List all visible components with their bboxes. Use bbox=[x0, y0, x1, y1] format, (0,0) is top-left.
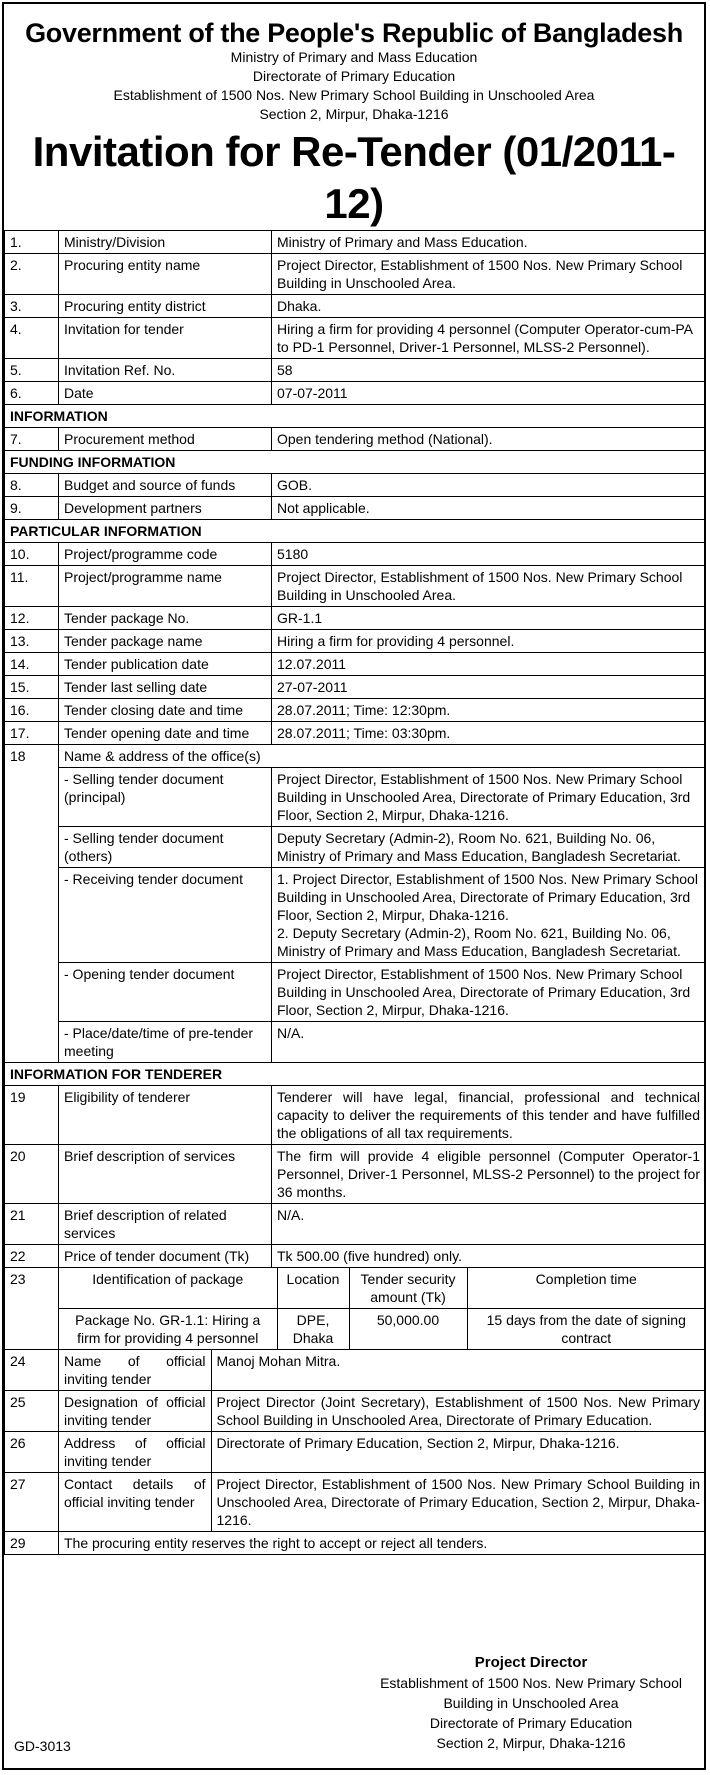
row-number: 12. bbox=[5, 607, 59, 630]
row-value: Project Director, Establishment of 1500 Nos. New Primary School Building in Unschooled Area, Directorate of Primary Education, Section 2, Mirpur, Dhaka-1216. bbox=[216, 1476, 700, 1528]
table-row bbox=[59, 1432, 705, 1472]
table-row bbox=[5, 653, 706, 676]
row-value: 27-07-2011 bbox=[272, 676, 706, 699]
official-cell bbox=[59, 1473, 706, 1532]
row-number: 19 bbox=[5, 1086, 59, 1145]
section-title: FUNDING INFORMATION bbox=[5, 451, 706, 474]
table-row bbox=[5, 428, 706, 451]
signature-title: Project Director bbox=[474, 1654, 588, 1671]
package-header-row bbox=[59, 1268, 705, 1309]
table-row bbox=[5, 295, 706, 318]
row-value: Hiring a firm for providing 4 personnel (Computer Operator-cum-PA to PD-1 Personnel, Driver-1 Personnel, MLSS-2 Personnel). bbox=[272, 318, 706, 359]
header bbox=[4, 4, 704, 230]
table-row bbox=[5, 607, 706, 630]
row-label: Tender opening date and time bbox=[59, 722, 272, 745]
section-title: INFORMATION bbox=[5, 405, 706, 428]
table-row bbox=[5, 566, 706, 607]
table-row bbox=[5, 868, 706, 963]
row-value: Hiring a firm for providing 4 personnel. bbox=[272, 630, 706, 653]
row-value: GOB. bbox=[272, 474, 706, 497]
row-value: Project Director, Establishment of 1500 Nos. New Primary School Building in Unschooled Area, Directorate of Primary Education, 3rd Floor, Section 2, Mirpur, Dhaka-1216. bbox=[272, 963, 706, 1022]
row-value: 28.07.2011; Time: 12:30pm. bbox=[272, 699, 706, 722]
package-value: Package No. GR-1.1: Hiring a firm for providing 4 personnel bbox=[59, 1309, 277, 1350]
table-row bbox=[5, 382, 706, 405]
row-number: 1. bbox=[5, 231, 59, 254]
row-number: 29 bbox=[5, 1532, 59, 1555]
row-number: 7. bbox=[5, 428, 59, 451]
row-number: 17. bbox=[5, 722, 59, 745]
row-value: N/A. bbox=[272, 1204, 706, 1245]
row-value: Directorate of Primary Education, Section 2, Mirpur, Dhaka-1216. bbox=[216, 1435, 620, 1451]
table-row bbox=[5, 1204, 706, 1245]
table-row bbox=[5, 745, 706, 768]
package-header: Completion time bbox=[467, 1268, 705, 1309]
table-row bbox=[5, 543, 706, 566]
table-row bbox=[5, 1432, 706, 1473]
table-row bbox=[5, 231, 706, 254]
tender-notice bbox=[2, 2, 706, 1770]
row-value: 12.07.2011 bbox=[272, 653, 706, 676]
row-number: 24 bbox=[5, 1350, 59, 1391]
row-label: Procuring entity name bbox=[59, 254, 272, 295]
row-value bbox=[272, 868, 706, 963]
row-label: Price of tender document (Tk) bbox=[59, 1245, 272, 1268]
row-number: 26 bbox=[5, 1432, 59, 1473]
signature-line: Establishment of 1500 Nos. New Primary School bbox=[380, 1675, 682, 1691]
row-number: 21 bbox=[5, 1204, 59, 1245]
table-row bbox=[5, 1145, 706, 1204]
table-row bbox=[5, 722, 706, 745]
address-line: Section 2, Mirpur, Dhaka-1216 bbox=[259, 106, 449, 122]
table-row bbox=[5, 359, 706, 382]
row-label: - Selling tender document (principal) bbox=[59, 768, 272, 827]
row-value: Project Director, Establishment of 1500 Nos. New Primary School Building in Unschooled Area. bbox=[272, 566, 706, 607]
row-label: Address of official inviting tender bbox=[59, 1432, 211, 1472]
table-row bbox=[5, 630, 706, 653]
row-number: 16. bbox=[5, 699, 59, 722]
row-label: Tender package No. bbox=[59, 607, 272, 630]
row-value: Project Director (Joint Secretary), Establishment of 1500 Nos. New Primary School Building in Unschooled Area, Directorate of Primary Education. bbox=[216, 1394, 700, 1428]
row-number: 8. bbox=[5, 474, 59, 497]
row-label: Ministry/Division bbox=[59, 231, 272, 254]
table-row bbox=[5, 963, 706, 1022]
row-number: 5. bbox=[5, 359, 59, 382]
row-value: Ministry of Primary and Mass Education. bbox=[272, 231, 706, 254]
row-label: Procuring entity district bbox=[59, 295, 272, 318]
ministry-line: Ministry of Primary and Mass Education bbox=[230, 49, 478, 65]
row-value: Tk 500.00 (five hundred) only. bbox=[272, 1245, 706, 1268]
package-value: 50,000.00 bbox=[349, 1309, 467, 1350]
package-value: 15 days from the date of signing contract bbox=[467, 1309, 705, 1350]
row-value: Not applicable. bbox=[272, 497, 706, 520]
row-label: Development partners bbox=[59, 497, 272, 520]
row-value: 58 bbox=[272, 359, 706, 382]
section-header bbox=[5, 1063, 706, 1086]
row-value: 5180 bbox=[272, 543, 706, 566]
row-label: Procurement method bbox=[59, 428, 272, 451]
row-number: 20 bbox=[5, 1145, 59, 1204]
row-value: Dhaka. bbox=[272, 295, 706, 318]
package-header: Identification of package bbox=[59, 1268, 277, 1309]
notice-code: GD-3013 bbox=[14, 1738, 71, 1754]
table-row bbox=[5, 827, 706, 868]
row-number: 9. bbox=[5, 497, 59, 520]
table-row bbox=[5, 1532, 706, 1555]
row-label: - Place/date/time of pre-tender meeting bbox=[59, 1022, 272, 1063]
package-header: Tender security amount (Tk) bbox=[349, 1268, 467, 1309]
row-label: Invitation Ref. No. bbox=[59, 359, 272, 382]
row-label: Brief description of related services bbox=[59, 1204, 272, 1245]
row-number: 14. bbox=[5, 653, 59, 676]
signature-line: Section 2, Mirpur, Dhaka-1216 bbox=[436, 1735, 626, 1751]
row-number: 25 bbox=[5, 1391, 59, 1432]
signature-block bbox=[380, 1653, 682, 1753]
row-value: Manoj Mohan Mitra. bbox=[216, 1353, 341, 1369]
row-label: Brief description of services bbox=[59, 1145, 272, 1204]
row-value: The firm will provide 4 eligible personnel (Computer Operator-1 Personnel, Driver-1 Personnel, MLSS-2 Personnel) to the project for 36 months. bbox=[272, 1145, 706, 1204]
row-label: Tender publication date bbox=[59, 653, 272, 676]
table-row bbox=[5, 1022, 706, 1063]
row-label: Name of official inviting tender bbox=[59, 1350, 211, 1390]
package-value-row bbox=[59, 1309, 705, 1350]
footer bbox=[2, 1643, 704, 1768]
row-number: 13. bbox=[5, 630, 59, 653]
row-value: Deputy Secretary (Admin-2), Room No. 621, Building No. 06, Ministry of Primary and Mass Education, Bangladesh Secretariat. bbox=[272, 827, 706, 868]
row-value: GR-1.1 bbox=[272, 607, 706, 630]
official-table bbox=[59, 1432, 705, 1472]
official-table bbox=[59, 1473, 705, 1531]
row-number: 4. bbox=[5, 318, 59, 359]
official-cell bbox=[59, 1350, 706, 1391]
table-row bbox=[5, 768, 706, 827]
table-row bbox=[5, 1473, 706, 1532]
row-number: 27 bbox=[5, 1473, 59, 1532]
table-row bbox=[5, 1350, 706, 1391]
row-number: 22 bbox=[5, 1245, 59, 1268]
directorate-line: Directorate of Primary Education bbox=[252, 68, 456, 84]
row-label: Project/programme code bbox=[59, 543, 272, 566]
row-label: Eligibility of tenderer bbox=[59, 1086, 272, 1145]
row-label: Date bbox=[59, 382, 272, 405]
package-header: Location bbox=[277, 1268, 349, 1309]
row-label: Tender last selling date bbox=[59, 676, 272, 699]
establishment-line: Establishment of 1500 Nos. New Primary School Building in Unschooled Area bbox=[113, 87, 595, 103]
row-label: - Selling tender document (others) bbox=[59, 827, 272, 868]
row-value: Project Director, Establishment of 1500 Nos. New Primary School Building in Unschooled Area. bbox=[272, 254, 706, 295]
government-title: Government of the People's Republic of Bangladesh bbox=[25, 18, 683, 48]
page-title: Invitation for Re-Tender (01/2011-12) bbox=[32, 128, 676, 227]
receiving-office-2: 2. Deputy Secretary (Admin-2), Room No. 621, Building No. 06, Ministry of Primary and Mass Education, Bangladesh Secretariat. bbox=[277, 925, 681, 959]
official-table bbox=[59, 1391, 705, 1431]
row-value: N/A. bbox=[272, 1022, 706, 1063]
row-label: Project/programme name bbox=[59, 566, 272, 607]
row-value: Open tendering method (National). bbox=[272, 428, 706, 451]
receiving-office-1: 1. Project Director, Establishment of 1500 Nos. New Primary School Building in Unschooled Area, Directorate of Primary Education, 3rd Floor, Section 2, Mirpur, Dhaka-1216. bbox=[277, 871, 698, 923]
row-value: 07-07-2011 bbox=[272, 382, 706, 405]
table-row bbox=[5, 699, 706, 722]
table-row bbox=[5, 318, 706, 359]
tender-table bbox=[4, 230, 706, 1555]
table-row bbox=[5, 254, 706, 295]
section-title: INFORMATION FOR TENDERER bbox=[5, 1063, 706, 1086]
row-value: Project Director, Establishment of 1500 Nos. New Primary School Building in Unschooled Area, Directorate of Primary Education, 3rd Floor, Section 2, Mirpur, Dhaka-1216. bbox=[272, 768, 706, 827]
section-header bbox=[5, 405, 706, 428]
row-value: The procuring entity reserves the right to accept or reject all tenders. bbox=[59, 1532, 706, 1555]
row-label: Tender closing date and time bbox=[59, 699, 272, 722]
table-row bbox=[59, 1350, 705, 1390]
section-title: PARTICULAR INFORMATION bbox=[5, 520, 706, 543]
table-row bbox=[5, 1391, 706, 1432]
row-number: 18 bbox=[5, 745, 59, 1063]
official-table bbox=[59, 1350, 705, 1390]
row-label: Invitation for tender bbox=[59, 318, 272, 359]
section-header bbox=[5, 520, 706, 543]
row-label: - Receiving tender document bbox=[59, 868, 272, 963]
official-cell bbox=[59, 1391, 706, 1432]
table-row bbox=[5, 474, 706, 497]
row-number: 2. bbox=[5, 254, 59, 295]
table-row bbox=[5, 1268, 706, 1350]
row-value: 28.07.2011; Time: 03:30pm. bbox=[272, 722, 706, 745]
table-row bbox=[5, 497, 706, 520]
row-label: Contact details of official inviting tender bbox=[59, 1473, 211, 1531]
row-value: Tenderer will have legal, financial, professional and technical capacity to deliver the requirements of this tender and have fulfilled the obligations of all tax requirements. bbox=[272, 1086, 706, 1145]
row-number: 10. bbox=[5, 543, 59, 566]
row-label: Tender package name bbox=[59, 630, 272, 653]
row-label: Name & address of the office(s) bbox=[59, 745, 706, 768]
signature-line: Directorate of Primary Education bbox=[429, 1715, 633, 1731]
package-cell bbox=[59, 1268, 706, 1350]
signature-line: Building in Unschooled Area bbox=[443, 1695, 619, 1711]
row-number: 11. bbox=[5, 566, 59, 607]
row-number: 6. bbox=[5, 382, 59, 405]
table-row bbox=[59, 1473, 705, 1531]
section-header bbox=[5, 451, 706, 474]
row-number: 23 bbox=[5, 1268, 59, 1350]
row-number: 3. bbox=[5, 295, 59, 318]
table-row bbox=[5, 1245, 706, 1268]
table-row bbox=[59, 1391, 705, 1431]
row-label: Budget and source of funds bbox=[59, 474, 272, 497]
row-number: 15. bbox=[5, 676, 59, 699]
row-label: Designation of official inviting tender bbox=[59, 1391, 211, 1431]
package-table bbox=[59, 1268, 705, 1349]
table-row bbox=[5, 676, 706, 699]
row-label: - Opening tender document bbox=[59, 963, 272, 1022]
official-cell bbox=[59, 1432, 706, 1473]
table-row bbox=[5, 1086, 706, 1145]
package-value: DPE, Dhaka bbox=[277, 1309, 349, 1350]
